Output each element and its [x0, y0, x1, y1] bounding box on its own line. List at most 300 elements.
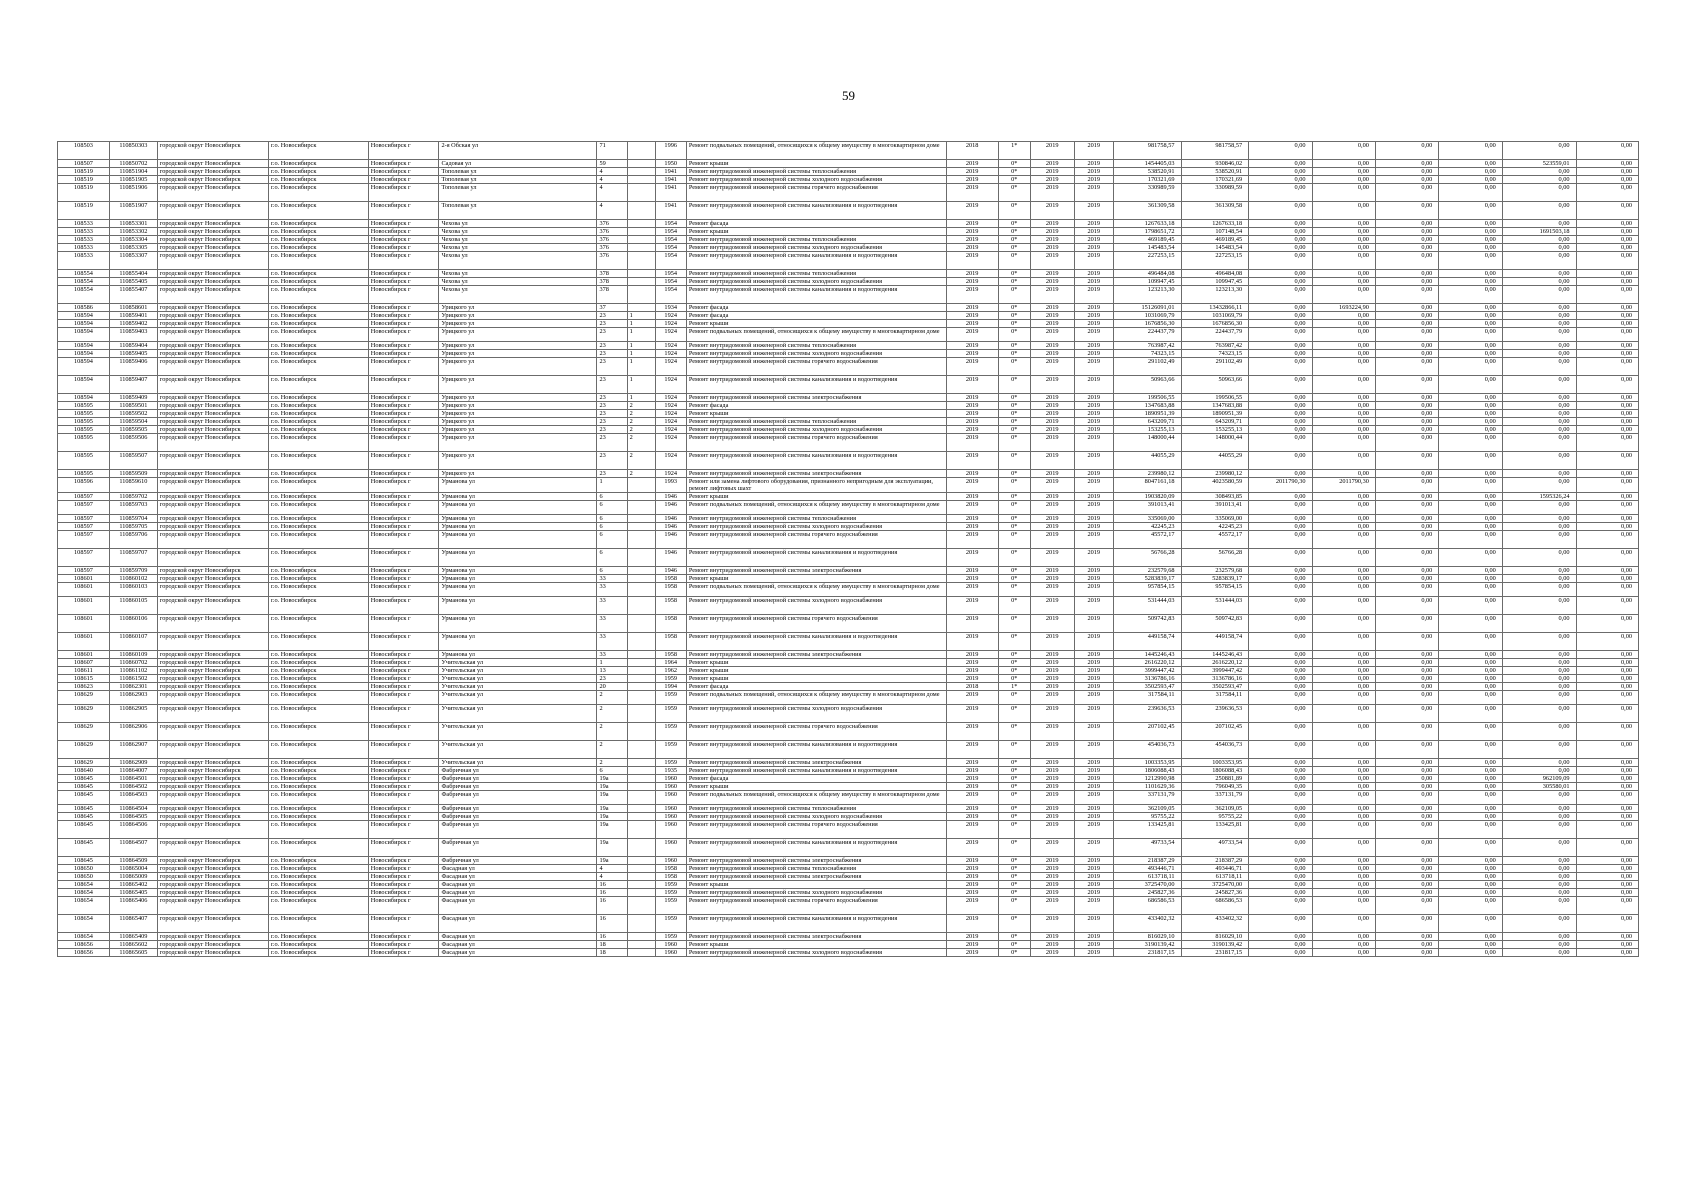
- building-number-cell: [627, 805, 655, 813]
- status-mark-cell: 0*: [998, 873, 1030, 881]
- end-year-cell: 2019: [1074, 350, 1113, 358]
- locality-cell: Новосибирск г: [368, 633, 439, 651]
- municipality-cell: городской округ Новосибирск: [157, 741, 268, 759]
- local-amount-cell: 0,00: [1375, 220, 1438, 228]
- status-mark-cell: 0*: [998, 350, 1030, 358]
- federal-amount-cell: 0,00: [1249, 270, 1312, 278]
- building-number-cell: [627, 759, 655, 767]
- plan-year-cell: 2019: [946, 941, 998, 949]
- local-amount-cell: 0,00: [1375, 767, 1438, 775]
- owner-amount-cell: 0,00: [1502, 597, 1576, 615]
- start-year-cell: 2019: [1030, 805, 1074, 813]
- owner-amount-cell: 0,00: [1502, 202, 1576, 220]
- build-year-cell: 1962: [655, 667, 686, 675]
- fund-amount-cell: 218387,29: [1181, 857, 1249, 865]
- owner-amount-cell: 0,00: [1502, 723, 1576, 741]
- house-number-cell: 376: [597, 220, 627, 228]
- city-district-cell: г.о. Новосибирск: [269, 915, 369, 933]
- local-amount-cell: 0,00: [1375, 567, 1438, 575]
- start-year-cell: 2019: [1030, 567, 1074, 575]
- local-amount-cell: 0,00: [1375, 202, 1438, 220]
- work-type-cell: Ремонт крыши: [686, 493, 946, 501]
- other-amount-cell: 0,00: [1439, 286, 1502, 304]
- start-year-cell: 2019: [1030, 252, 1074, 270]
- table-row: [58, 615, 1639, 633]
- reserve-amount-cell: 0,00: [1576, 244, 1638, 252]
- building-number-cell: [627, 791, 655, 805]
- municipality-cell: городской округ Новосибирск: [157, 583, 268, 597]
- total-cost-cell: 231817,15: [1114, 949, 1182, 957]
- locality-cell: Новосибирск г: [368, 278, 439, 286]
- end-year-cell: 2019: [1074, 805, 1113, 813]
- house-number-cell: 33: [597, 583, 627, 597]
- regional-amount-cell: 0,00: [1312, 228, 1375, 236]
- local-amount-cell: 0,00: [1375, 515, 1438, 523]
- start-year-cell: 2019: [1030, 304, 1074, 312]
- city-district-cell: г.о. Новосибирск: [269, 597, 369, 615]
- federal-amount-cell: 0,00: [1249, 949, 1312, 957]
- house-number-cell: 6: [597, 767, 627, 775]
- work-type-cell: Ремонт внутридомовой инженерной системы теплоснабжения: [686, 342, 946, 350]
- municipality-cell: городской округ Новосибирск: [157, 691, 268, 705]
- build-year-cell: 1941: [655, 184, 686, 202]
- start-year-cell: 2019: [1030, 839, 1074, 857]
- street-cell: Урицкого ул: [439, 470, 597, 478]
- owner-amount-cell: 0,00: [1502, 583, 1576, 597]
- owner-amount-cell: 0,00: [1502, 470, 1576, 478]
- local-amount-cell: 0,00: [1375, 915, 1438, 933]
- locality-cell: Новосибирск г: [368, 667, 439, 675]
- street-cell: Фабричная ул: [439, 767, 597, 775]
- plan-year-cell: 2019: [946, 501, 998, 515]
- house-number-cell: 23: [597, 312, 627, 320]
- regional-amount-cell: 0,00: [1312, 434, 1375, 452]
- city-district-cell: г.о. Новосибирск: [269, 759, 369, 767]
- start-year-cell: 2019: [1030, 775, 1074, 783]
- object-id-cell: 108629: [58, 723, 110, 741]
- start-year-cell: 2019: [1030, 549, 1074, 567]
- total-cost-cell: 686586,53: [1114, 897, 1182, 915]
- work-type-cell: Ремонт крыши: [686, 575, 946, 583]
- table-row: [58, 805, 1639, 813]
- end-year-cell: 2019: [1074, 142, 1113, 160]
- regional-amount-cell: 0,00: [1312, 523, 1375, 531]
- status-mark-cell: 0*: [998, 805, 1030, 813]
- work-type-cell: Ремонт или замена лифтового оборудования, признанного непригодным для эксплуатации, ремонт лифтовых шахт: [686, 478, 946, 493]
- city-district-cell: г.о. Новосибирск: [269, 515, 369, 523]
- status-mark-cell: 0*: [998, 202, 1030, 220]
- regional-amount-cell: 0,00: [1312, 202, 1375, 220]
- end-year-cell: 2019: [1074, 228, 1113, 236]
- locality-cell: Новосибирск г: [368, 452, 439, 470]
- owner-amount-cell: 0,00: [1502, 320, 1576, 328]
- owner-amount-cell: 0,00: [1502, 523, 1576, 531]
- object-id-cell: 108645: [58, 813, 110, 821]
- work-type-cell: Ремонт внутридомовой инженерной системы теплоснабжения: [686, 805, 946, 813]
- owner-amount-cell: 0,00: [1502, 168, 1576, 176]
- regional-amount-cell: 0,00: [1312, 320, 1375, 328]
- build-year-cell: 1941: [655, 168, 686, 176]
- plan-year-cell: 2019: [946, 767, 998, 775]
- house-number-cell: 20: [597, 683, 627, 691]
- build-year-cell: 1994: [655, 683, 686, 691]
- total-cost-cell: 42245,23: [1114, 523, 1182, 531]
- start-year-cell: 2019: [1030, 168, 1074, 176]
- local-amount-cell: 0,00: [1375, 312, 1438, 320]
- regional-amount-cell: 0,00: [1312, 515, 1375, 523]
- reserve-amount-cell: 0,00: [1576, 478, 1638, 493]
- object-id-cell: 108519: [58, 168, 110, 176]
- local-amount-cell: 0,00: [1375, 705, 1438, 723]
- reserve-amount-cell: 0,00: [1576, 184, 1638, 202]
- build-year-cell: 1960: [655, 813, 686, 821]
- build-year-cell: 1958: [655, 873, 686, 881]
- work-type-cell: Ремонт внутридомовой инженерной системы холодного водоснабжения: [686, 523, 946, 531]
- work-type-cell: Ремонт внутридомовой инженерной системы канализования и водоотведения: [686, 452, 946, 470]
- work-type-cell: Ремонт внутридомовой инженерной системы горячего водоснабжения: [686, 615, 946, 633]
- local-amount-cell: 0,00: [1375, 358, 1438, 376]
- building-number-cell: [627, 478, 655, 493]
- house-number-cell: 16: [597, 889, 627, 897]
- reserve-amount-cell: 0,00: [1576, 873, 1638, 881]
- end-year-cell: 2019: [1074, 933, 1113, 941]
- plan-year-cell: 2019: [946, 304, 998, 312]
- build-year-cell: 1934: [655, 304, 686, 312]
- work-id-cell: 110865402: [109, 881, 157, 889]
- reserve-amount-cell: 0,00: [1576, 278, 1638, 286]
- status-mark-cell: 0*: [998, 270, 1030, 278]
- reserve-amount-cell: 0,00: [1576, 418, 1638, 426]
- owner-amount-cell: 0,00: [1502, 244, 1576, 252]
- house-number-cell: 16: [597, 897, 627, 915]
- work-type-cell: Ремонт внутридомовой инженерной системы горячего водоснабжения: [686, 358, 946, 376]
- locality-cell: Новосибирск г: [368, 583, 439, 597]
- work-id-cell: 110859402: [109, 320, 157, 328]
- reserve-amount-cell: 0,00: [1576, 575, 1638, 583]
- fund-amount-cell: 981758,57: [1181, 142, 1249, 160]
- work-id-cell: 110862905: [109, 705, 157, 723]
- owner-amount-cell: 0,00: [1502, 805, 1576, 813]
- work-id-cell: 110860107: [109, 633, 157, 651]
- reserve-amount-cell: 0,00: [1576, 142, 1638, 160]
- fund-amount-cell: 1806088,43: [1181, 767, 1249, 775]
- total-cost-cell: 613718,11: [1114, 873, 1182, 881]
- reserve-amount-cell: 0,00: [1576, 597, 1638, 615]
- owner-amount-cell: 0,00: [1502, 651, 1576, 659]
- owner-amount-cell: 0,00: [1502, 741, 1576, 759]
- build-year-cell: 1924: [655, 470, 686, 478]
- building-number-cell: 2: [627, 452, 655, 470]
- city-district-cell: г.о. Новосибирск: [269, 933, 369, 941]
- building-number-cell: [627, 160, 655, 168]
- municipality-cell: городской округ Новосибирск: [157, 705, 268, 723]
- total-cost-cell: 3190139,42: [1114, 941, 1182, 949]
- reserve-amount-cell: 0,00: [1576, 767, 1638, 775]
- build-year-cell: 1960: [655, 791, 686, 805]
- federal-amount-cell: 0,00: [1249, 376, 1312, 394]
- status-mark-cell: 0*: [998, 575, 1030, 583]
- table-row: [58, 659, 1639, 667]
- work-type-cell: Ремонт крыши: [686, 228, 946, 236]
- local-amount-cell: 0,00: [1375, 651, 1438, 659]
- city-district-cell: г.о. Новосибирск: [269, 304, 369, 312]
- build-year-cell: 1954: [655, 220, 686, 228]
- plan-year-cell: 2019: [946, 549, 998, 567]
- street-cell: Урманова ул: [439, 515, 597, 523]
- owner-amount-cell: 0,00: [1502, 659, 1576, 667]
- local-amount-cell: 0,00: [1375, 723, 1438, 741]
- house-number-cell: 376: [597, 244, 627, 252]
- locality-cell: Новосибирск г: [368, 418, 439, 426]
- table-row: [58, 426, 1639, 434]
- object-id-cell: 108519: [58, 176, 110, 184]
- street-cell: Урицкого ул: [439, 452, 597, 470]
- federal-amount-cell: 0,00: [1249, 659, 1312, 667]
- object-id-cell: 108596: [58, 478, 110, 493]
- local-amount-cell: 0,00: [1375, 813, 1438, 821]
- status-mark-cell: 0*: [998, 821, 1030, 839]
- municipality-cell: городской округ Новосибирск: [157, 575, 268, 583]
- work-id-cell: 110859706: [109, 531, 157, 549]
- local-amount-cell: 0,00: [1375, 941, 1438, 949]
- work-id-cell: 110851906: [109, 184, 157, 202]
- municipality-cell: городской округ Новосибирск: [157, 659, 268, 667]
- other-amount-cell: 0,00: [1439, 244, 1502, 252]
- total-cost-cell: 643209,71: [1114, 418, 1182, 426]
- local-amount-cell: 0,00: [1375, 783, 1438, 791]
- work-type-cell: Ремонт фасада: [686, 402, 946, 410]
- fund-amount-cell: 5283839,17: [1181, 575, 1249, 583]
- total-cost-cell: 362109,05: [1114, 805, 1182, 813]
- work-id-cell: 110859705: [109, 523, 157, 531]
- municipality-cell: городской округ Новосибирск: [157, 176, 268, 184]
- start-year-cell: 2019: [1030, 597, 1074, 615]
- local-amount-cell: 0,00: [1375, 228, 1438, 236]
- fund-amount-cell: 13432866,11: [1181, 304, 1249, 312]
- locality-cell: Новосибирск г: [368, 821, 439, 839]
- municipality-cell: городской округ Новосибирск: [157, 320, 268, 328]
- table-row: [58, 933, 1639, 941]
- other-amount-cell: 0,00: [1439, 452, 1502, 470]
- build-year-cell: 1959: [655, 881, 686, 889]
- house-number-cell: 18: [597, 941, 627, 949]
- street-cell: Чехова ул: [439, 252, 597, 270]
- reserve-amount-cell: 0,00: [1576, 394, 1638, 402]
- start-year-cell: 2019: [1030, 470, 1074, 478]
- locality-cell: Новосибирск г: [368, 402, 439, 410]
- work-type-cell: Ремонт фасада: [686, 220, 946, 228]
- building-number-cell: [627, 304, 655, 312]
- local-amount-cell: 0,00: [1375, 394, 1438, 402]
- start-year-cell: 2019: [1030, 350, 1074, 358]
- federal-amount-cell: 0,00: [1249, 312, 1312, 320]
- table-row: [58, 897, 1639, 915]
- work-type-cell: Ремонт внутридомовой инженерной системы теплоснабжения: [686, 418, 946, 426]
- reserve-amount-cell: 0,00: [1576, 915, 1638, 933]
- federal-amount-cell: 0,00: [1249, 889, 1312, 897]
- house-number-cell: 376: [597, 252, 627, 270]
- federal-amount-cell: 0,00: [1249, 615, 1312, 633]
- build-year-cell: 1959: [655, 933, 686, 941]
- work-id-cell: 110864007: [109, 767, 157, 775]
- local-amount-cell: 0,00: [1375, 252, 1438, 270]
- city-district-cell: г.о. Новосибирск: [269, 501, 369, 515]
- house-number-cell: 4: [597, 168, 627, 176]
- federal-amount-cell: 2011790,30: [1249, 478, 1312, 493]
- table-row: [58, 675, 1639, 683]
- municipality-cell: городской округ Новосибирск: [157, 683, 268, 691]
- other-amount-cell: 0,00: [1439, 160, 1502, 168]
- regional-amount-cell: 0,00: [1312, 358, 1375, 376]
- regional-amount-cell: 0,00: [1312, 767, 1375, 775]
- work-type-cell: Ремонт крыши: [686, 410, 946, 418]
- reserve-amount-cell: 0,00: [1576, 683, 1638, 691]
- local-amount-cell: 0,00: [1375, 270, 1438, 278]
- owner-amount-cell: 0,00: [1502, 881, 1576, 889]
- owner-amount-cell: 0,00: [1502, 915, 1576, 933]
- reserve-amount-cell: 0,00: [1576, 328, 1638, 342]
- street-cell: Фасадная ул: [439, 941, 597, 949]
- plan-year-cell: 2019: [946, 320, 998, 328]
- start-year-cell: 2019: [1030, 881, 1074, 889]
- city-district-cell: г.о. Новосибирск: [269, 394, 369, 402]
- house-number-cell: 23: [597, 675, 627, 683]
- build-year-cell: 1924: [655, 312, 686, 320]
- other-amount-cell: 0,00: [1439, 767, 1502, 775]
- local-amount-cell: 0,00: [1375, 949, 1438, 957]
- city-district-cell: г.о. Новосибирск: [269, 783, 369, 791]
- locality-cell: Новосибирск г: [368, 705, 439, 723]
- locality-cell: Новосибирск г: [368, 783, 439, 791]
- federal-amount-cell: 0,00: [1249, 320, 1312, 328]
- table-row: [58, 376, 1639, 394]
- federal-amount-cell: 0,00: [1249, 402, 1312, 410]
- locality-cell: Новосибирск г: [368, 470, 439, 478]
- table-row: [58, 873, 1639, 881]
- work-type-cell: Ремонт внутридомовой инженерной системы теплоснабжения: [686, 865, 946, 873]
- other-amount-cell: 0,00: [1439, 418, 1502, 426]
- object-id-cell: 108645: [58, 805, 110, 813]
- plan-year-cell: 2019: [946, 270, 998, 278]
- table-row: [58, 889, 1639, 897]
- other-amount-cell: 0,00: [1439, 270, 1502, 278]
- reserve-amount-cell: 0,00: [1576, 176, 1638, 184]
- local-amount-cell: 0,00: [1375, 583, 1438, 597]
- plan-year-cell: 2019: [946, 633, 998, 651]
- other-amount-cell: 0,00: [1439, 949, 1502, 957]
- total-cost-cell: 531444,03: [1114, 597, 1182, 615]
- federal-amount-cell: 0,00: [1249, 394, 1312, 402]
- municipality-cell: городской округ Новосибирск: [157, 949, 268, 957]
- regional-amount-cell: 0,00: [1312, 897, 1375, 915]
- plan-year-cell: 2019: [946, 402, 998, 410]
- federal-amount-cell: 0,00: [1249, 813, 1312, 821]
- owner-amount-cell: 0,00: [1502, 176, 1576, 184]
- locality-cell: Новосибирск г: [368, 142, 439, 160]
- federal-amount-cell: 0,00: [1249, 228, 1312, 236]
- work-type-cell: Ремонт внутридомовой инженерной системы холодного водоснабжения: [686, 705, 946, 723]
- street-cell: 2-я Обская ул: [439, 142, 597, 160]
- other-amount-cell: 0,00: [1439, 813, 1502, 821]
- city-district-cell: г.о. Новосибирск: [269, 236, 369, 244]
- house-number-cell: 378: [597, 270, 627, 278]
- start-year-cell: 2019: [1030, 394, 1074, 402]
- table-row: [58, 402, 1639, 410]
- total-cost-cell: 538520,91: [1114, 168, 1182, 176]
- end-year-cell: 2019: [1074, 531, 1113, 549]
- plan-year-cell: 2019: [946, 531, 998, 549]
- work-id-cell: 110864501: [109, 775, 157, 783]
- regional-amount-cell: 0,00: [1312, 252, 1375, 270]
- end-year-cell: 2019: [1074, 160, 1113, 168]
- fund-amount-cell: 433402,32: [1181, 915, 1249, 933]
- owner-amount-cell: 0,00: [1502, 402, 1576, 410]
- table-row: [58, 320, 1639, 328]
- other-amount-cell: 0,00: [1439, 228, 1502, 236]
- table-row: [58, 567, 1639, 575]
- work-id-cell: 110855404: [109, 270, 157, 278]
- total-cost-cell: 153255,13: [1114, 426, 1182, 434]
- build-year-cell: 1954: [655, 270, 686, 278]
- start-year-cell: 2019: [1030, 320, 1074, 328]
- building-number-cell: [627, 184, 655, 202]
- other-amount-cell: 0,00: [1439, 176, 1502, 184]
- owner-amount-cell: 0,00: [1502, 426, 1576, 434]
- object-id-cell: 108601: [58, 575, 110, 583]
- table-row: [58, 941, 1639, 949]
- work-type-cell: Ремонт внутридомовой инженерной системы канализования и водоотведения: [686, 286, 946, 304]
- locality-cell: Новосибирск г: [368, 767, 439, 775]
- end-year-cell: 2019: [1074, 633, 1113, 651]
- other-amount-cell: 0,00: [1439, 821, 1502, 839]
- table-row: [58, 881, 1639, 889]
- start-year-cell: 2019: [1030, 236, 1074, 244]
- status-mark-cell: 0*: [998, 949, 1030, 957]
- plan-year-cell: 2019: [946, 897, 998, 915]
- owner-amount-cell: 1691503,18: [1502, 228, 1576, 236]
- fund-amount-cell: 227253,15: [1181, 252, 1249, 270]
- regional-amount-cell: 0,00: [1312, 220, 1375, 228]
- build-year-cell: 1924: [655, 342, 686, 350]
- object-id-cell: 108595: [58, 402, 110, 410]
- other-amount-cell: 0,00: [1439, 889, 1502, 897]
- end-year-cell: 2019: [1074, 791, 1113, 805]
- owner-amount-cell: 0,00: [1502, 418, 1576, 426]
- reserve-amount-cell: 0,00: [1576, 228, 1638, 236]
- building-number-cell: [627, 523, 655, 531]
- federal-amount-cell: 0,00: [1249, 531, 1312, 549]
- other-amount-cell: 0,00: [1439, 394, 1502, 402]
- regional-amount-cell: 0,00: [1312, 168, 1375, 176]
- building-number-cell: [627, 202, 655, 220]
- build-year-cell: 1924: [655, 402, 686, 410]
- build-year-cell: 1960: [655, 805, 686, 813]
- federal-amount-cell: 0,00: [1249, 342, 1312, 350]
- plan-year-cell: 2019: [946, 575, 998, 583]
- total-cost-cell: 145483,54: [1114, 244, 1182, 252]
- work-type-cell: Ремонт крыши: [686, 881, 946, 889]
- build-year-cell: 1960: [655, 941, 686, 949]
- start-year-cell: 2019: [1030, 915, 1074, 933]
- status-mark-cell: 0*: [998, 813, 1030, 821]
- plan-year-cell: 2019: [946, 523, 998, 531]
- regional-amount-cell: 0,00: [1312, 270, 1375, 278]
- reserve-amount-cell: 0,00: [1576, 350, 1638, 358]
- building-number-cell: 1: [627, 328, 655, 342]
- house-number-cell: 378: [597, 278, 627, 286]
- object-id-cell: 108601: [58, 651, 110, 659]
- municipality-cell: городской округ Новосибирск: [157, 651, 268, 659]
